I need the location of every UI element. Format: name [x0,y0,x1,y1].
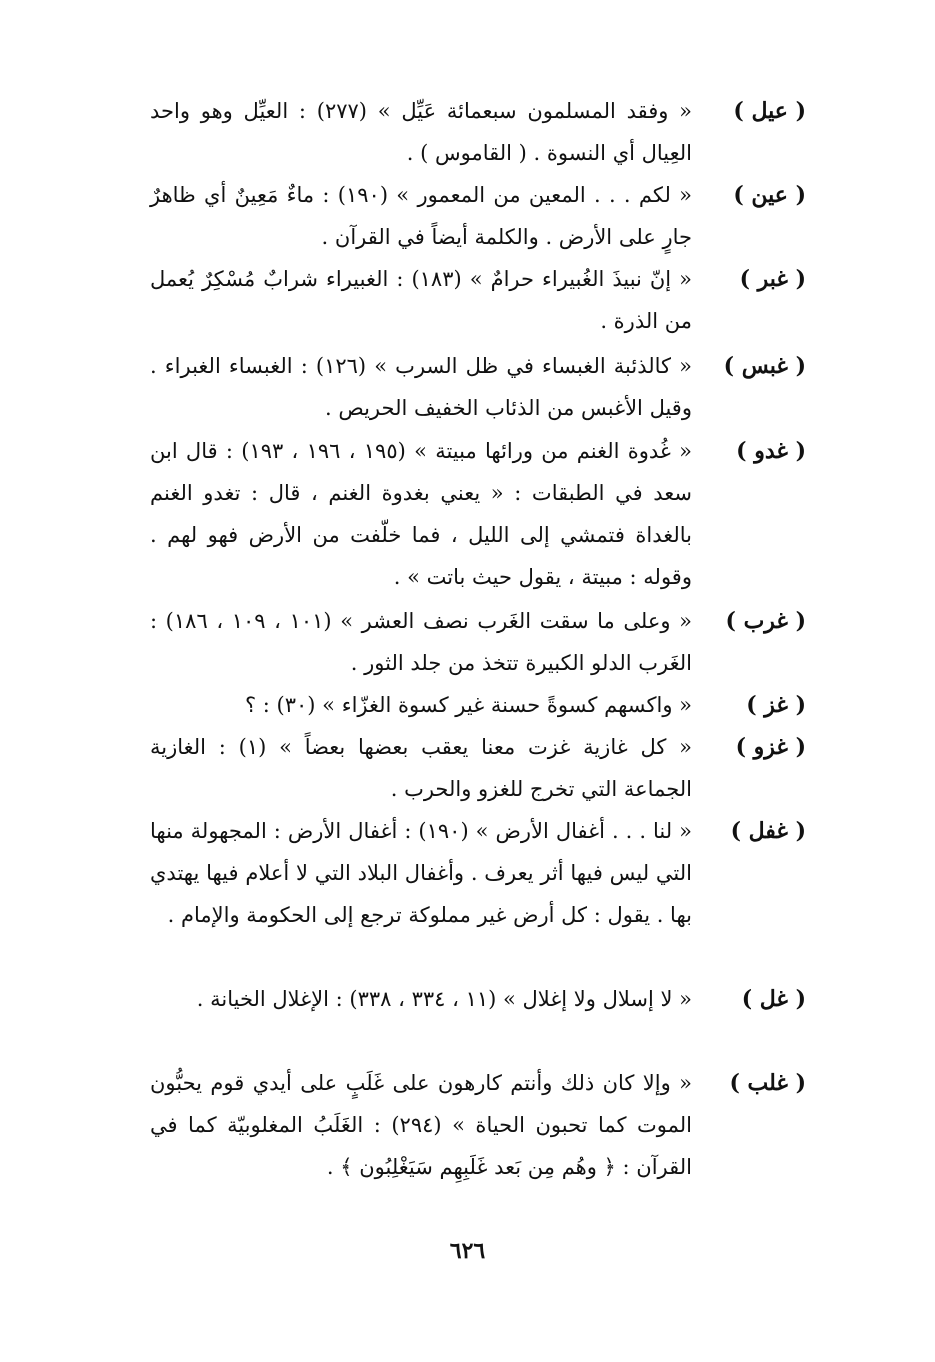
headword: ( غدو ) [736,438,806,464]
entry-text: « غُدوة الغنم من ورائها مبيتة » (١٩٥ ، ١٩٦ ، ١٩٣) : قال ابن سعد في الطبقات : « يعني بغدوة الغنم ، قال : تغدو الغنم بالغداة فتمشي إلى الليل ، فما خلّفت من الأرض فهو لهم . وقوله : مبيتة ، يقول حيث باتت » . [150,439,693,589]
entry-text: « كل غازية غزت معنا يعقب بعضها بعضاً » (١) : الغازية الجماعة التي تخرج للغزو والحرب . [150,735,692,801]
entry-text: « لكم . . . المعين من المعمور » (١٩٠) : ماءٌ مَعِينٌ أي ظاهرٌ جارٍ على الأرض . والكلمة أيضاً في القرآن . [150,183,692,249]
headword: ( غزو ) [735,734,806,760]
entry-ghzw [150,726,810,810]
entry-ghbr [150,258,810,342]
headword: ( عيل ) [733,98,806,124]
headword: ( غل ) [741,986,806,1012]
page-number: ٦٢٦ [449,1238,486,1264]
entry-text: « وعلى ما سقت الغَرب نصف العشر » (١٠١ ، ١٠٩ ، ١٨٦) : الغَرب الدلو الكبيرة تتخذ من جلد الثور . [150,609,692,675]
entry-text: « لا إسلال ولا إغلال » (١١ ، ٣٣٤ ، ٣٣٨) : الإغلال الخيانة . [196,987,692,1011]
headword: ( غلب ) [729,1070,806,1096]
headword: ( غبس ) [723,353,806,379]
headword: ( غز ) [746,692,806,718]
entry-text: « وفقد المسلمون سبعمائة عَيِّل » (٢٧٧) : العيِّل وهو واحد العِيال أي النسوة . ( القاموس ) . [150,99,692,165]
entry-ayn [150,174,810,258]
entry-text: « لنا . . . أغفال الأرض » (١٩٠) : أغفال الأرض : المجهولة منها التي ليس فيها أثر يعرف . وأغفال البلاد التي لا أعلام فيها يهتدي بها . يقول : كل أرض غير مملوكة ترجع إلى الحكومة والإمام . [150,819,692,927]
entry-ghbs [150,345,810,429]
headword: ( غفل ) [730,818,806,844]
entry-ghz [150,684,810,726]
entry-text: « إنّ نبيذَ الغُبيراء حرامٌ » (١٨٣) : الغبيراء شرابٌ مُسْكِرٌ يُعمل من الذرة . [150,267,693,333]
entry-text: « وإلا كان ذلك وأنتم كارهون على غَلَبٍ على أيدي قوم يحبُّون الموت كما تحبون الحياة » (٢٩٤) : الغَلَبُ المغلوبيّة كما في القرآن : ﴿ وهُم مِن بَعد غَلَبِهِم سَيَغْلِبُون ﴾ . [150,1071,693,1179]
entry-ghdw [150,430,810,598]
headword: ( غرب ) [725,608,806,634]
entry-ghlb [150,1062,810,1188]
entry-ghrb [150,600,810,684]
headword: ( غبر ) [739,266,806,292]
entry-ghl [150,978,810,1020]
entry-ayl [150,90,810,174]
entry-text: « واكسهم كسوةً حسنة غير كسوة الغزّاء » (٣٠) : ؟ [244,693,692,717]
entry-text: « كالذئبة الغبساء في ظل السرب » (١٢٦) : الغبساء الغبراء . وقيل الأغبس من الذئاب الخفيف الحريص . [150,354,692,420]
headword: ( عين ) [733,182,806,208]
entry-ghfl [150,810,810,936]
